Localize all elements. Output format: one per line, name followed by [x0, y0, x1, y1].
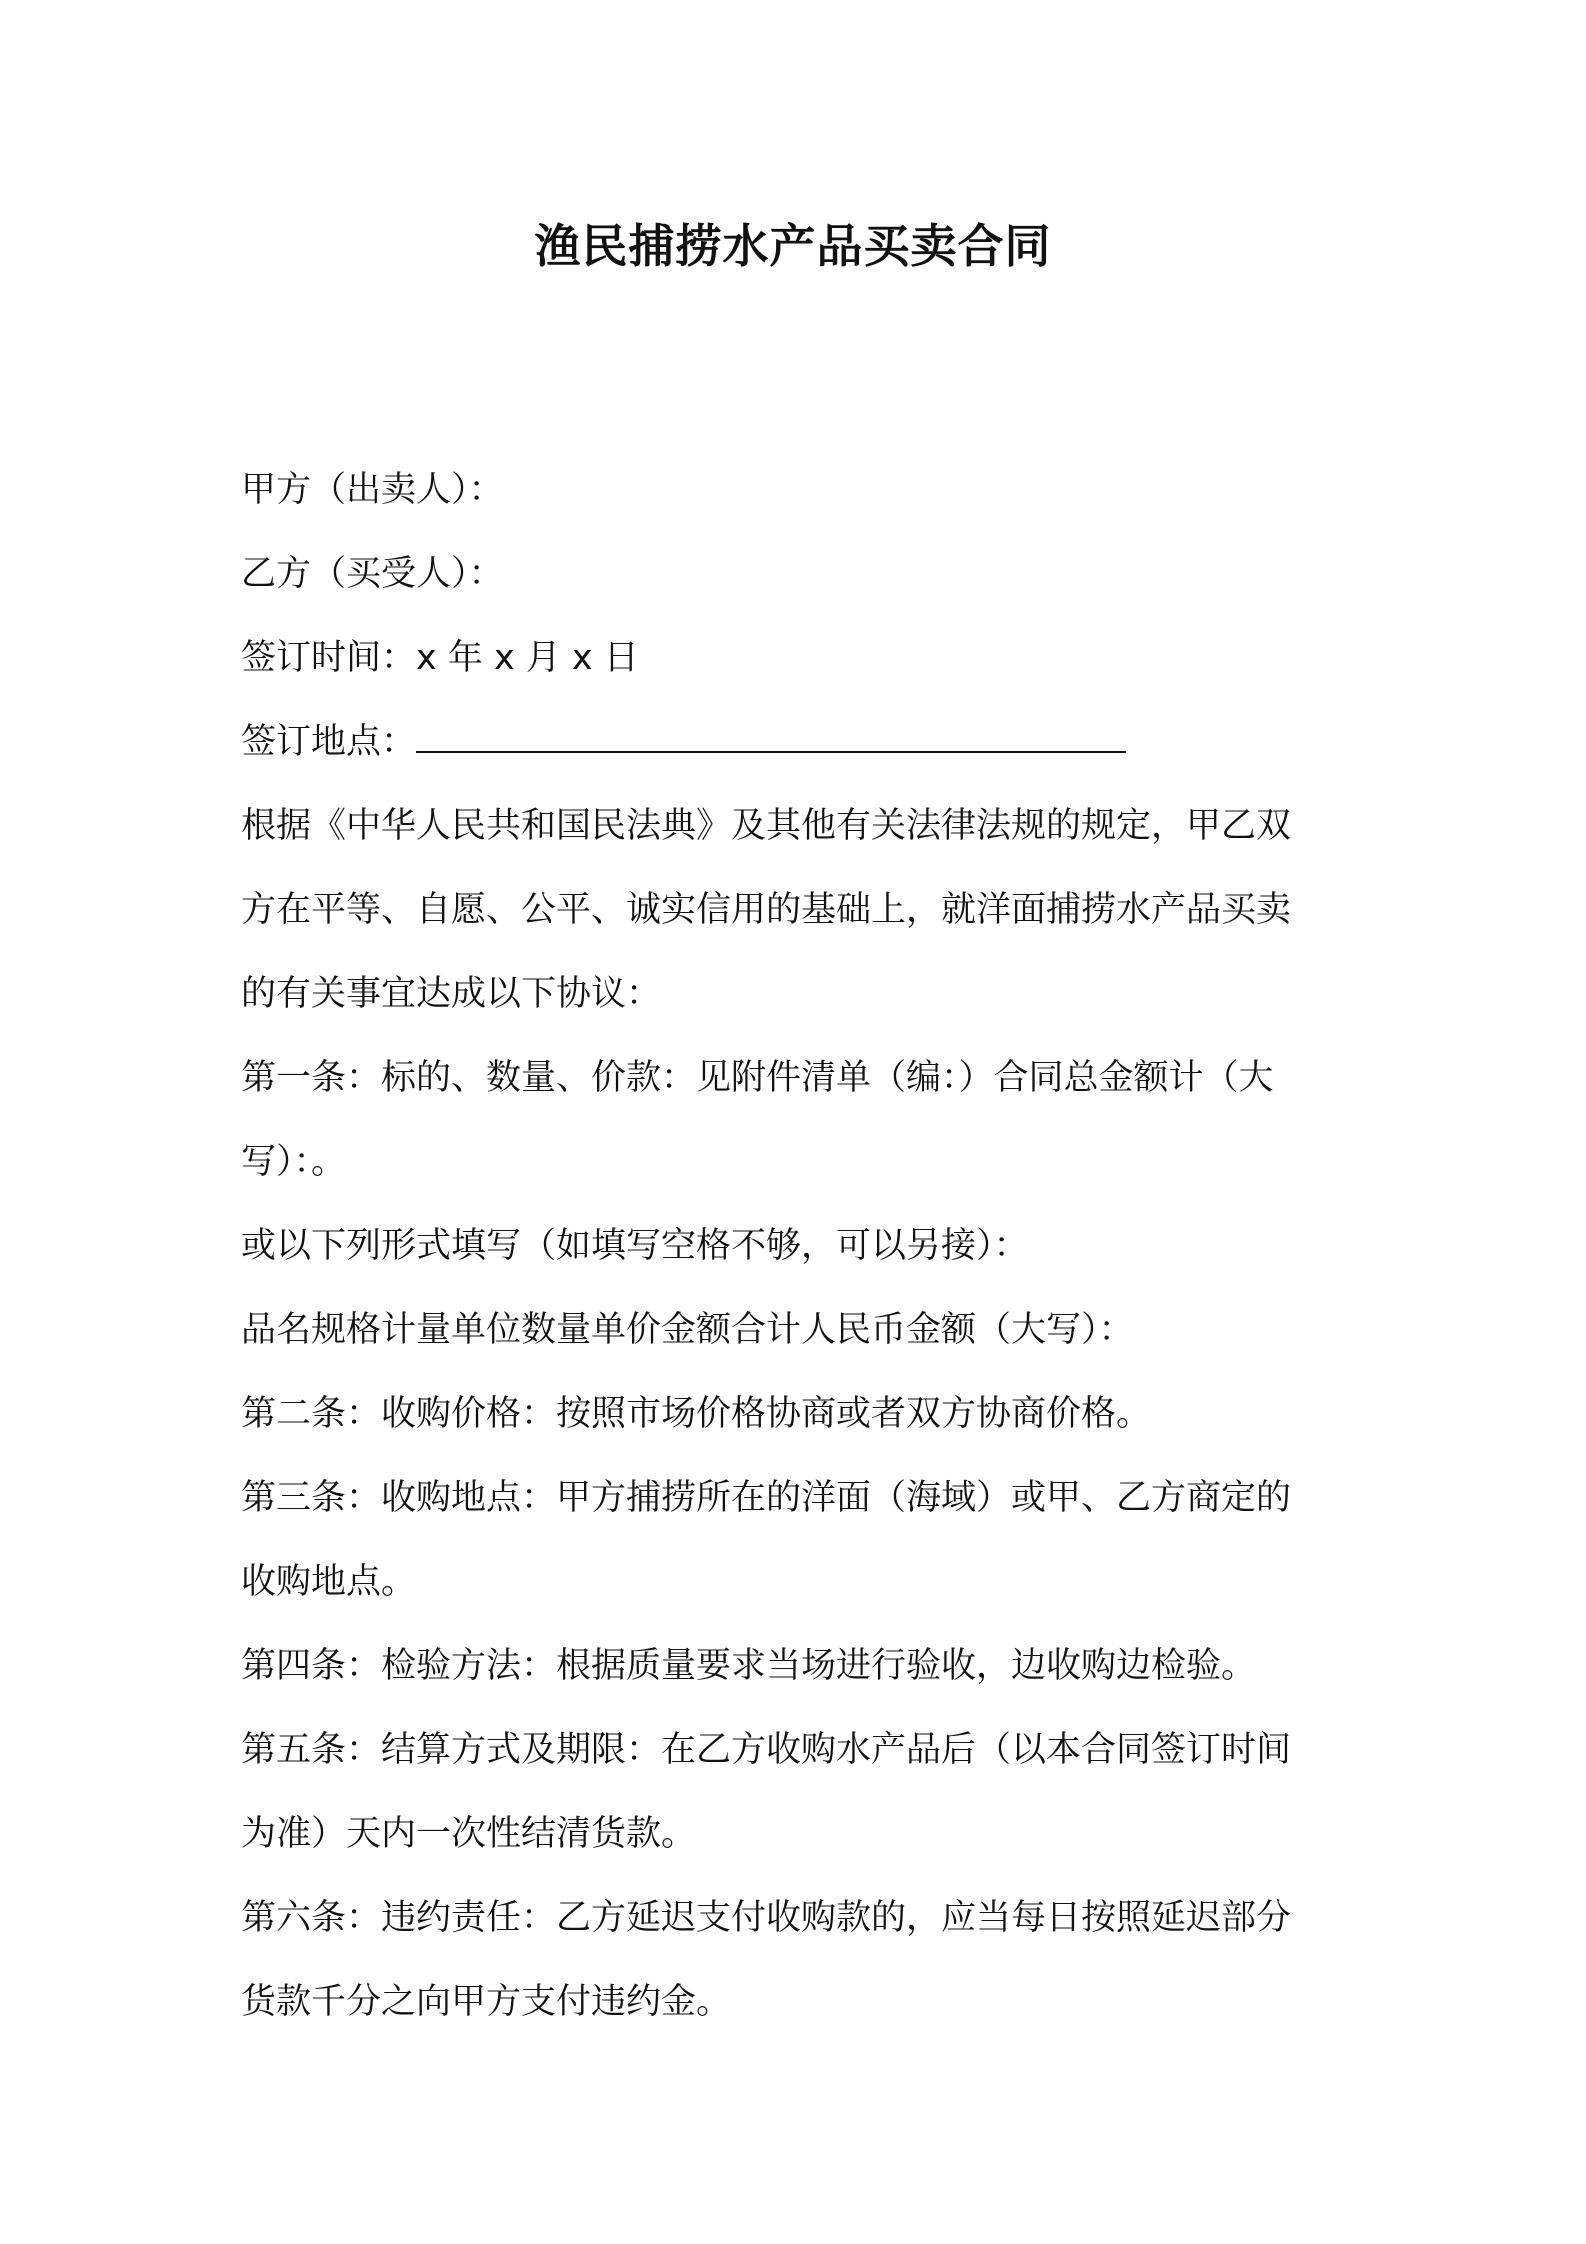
article-3-line: 第三条：收购地点：甲方捕捞所在的洋面（海域）或甲、乙方商定的 — [241, 1478, 1292, 1518]
article-6-line: 货款千分之向甲方支付违约金。 — [241, 1982, 732, 2022]
signing-place-line — [241, 700, 1351, 784]
document-title: 渔民捕捞水产品买卖合同 — [534, 219, 1052, 273]
document-body — [241, 448, 1351, 2044]
article-5-line: 第五条：结算方式及期限：在乙方收购水产品后（以本合同签订时间 — [241, 1730, 1292, 1770]
article-4-line: 第四条：检验方法：根据质量要求当场进行验收，边收购边检验。 — [241, 1646, 1257, 1686]
article-6-line: 第六条：违约责任：乙方延迟支付收购款的，应当每日按照延迟部分 — [241, 1898, 1292, 1938]
article-1-line: 第一条：标的、数量、价款：见附件清单（编：）合同总金额计（大 — [241, 1058, 1274, 1098]
article-5-line: 为准）天内一次性结清货款。 — [241, 1814, 697, 1854]
paragraph-line: 根据《中华人民共和国民法典》及其他有关法律法规的规定，甲乙双 — [241, 806, 1292, 846]
signing-place-label: 签订地点： — [241, 722, 417, 762]
party-a-line: 甲方（出卖人）： — [241, 470, 504, 510]
signing-place-blank — [416, 703, 1126, 753]
fill-form-note-line: 或以下列形式填写（如填写空格不够，可以另接）： — [241, 1226, 1029, 1266]
party-b-line: 乙方（买受人）： — [241, 554, 504, 594]
article-3-line: 收购地点。 — [241, 1562, 417, 1602]
article-1-line: 写）：。 — [241, 1142, 347, 1182]
paragraph-line: 方在平等、自愿、公平、诚实信用的基础上，就洋面捕捞水产品买卖 — [241, 890, 1292, 930]
signing-time-line: 签订时间：x 年 x 月 x 日 — [241, 638, 639, 678]
paragraph-line: 的有关事宜达成以下协议： — [241, 974, 662, 1014]
article-2-line: 第二条：收购价格：按照市场价格协商或者双方协商价格。 — [241, 1394, 1152, 1434]
product-fields-line: 品名规格计量单位数量单价金额合计人民币金额（大写）： — [241, 1310, 1134, 1350]
